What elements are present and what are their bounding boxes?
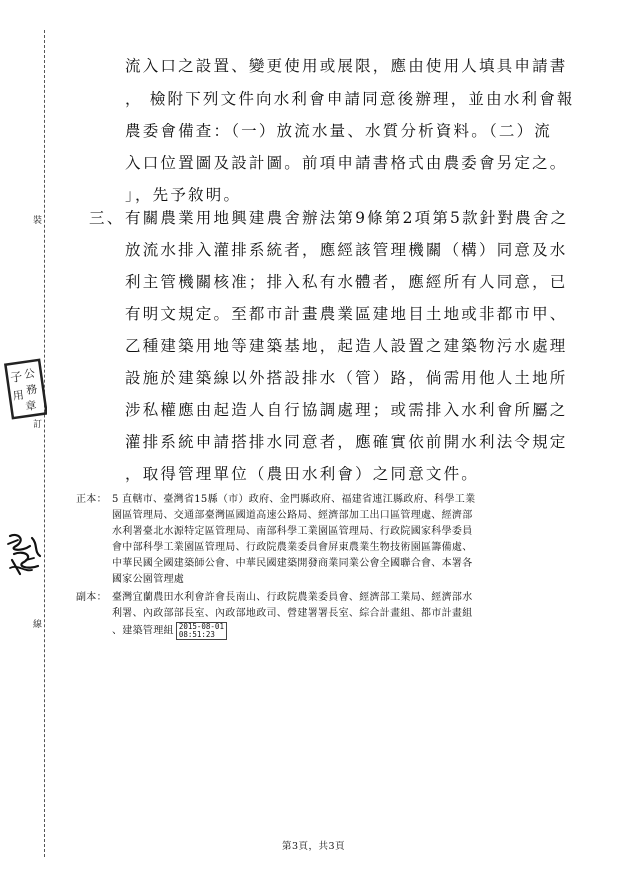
original-recipients-line: 園區管理局、交通部臺灣區國道高速公路局、經濟部加工出口區管理處、經濟部 [112,510,473,521]
body-line: 灌排系統申請搭排水同意者，應確實依前開水利法令規定 [125,433,568,451]
body-line: 有關農業用地興建農舍辦法第9條第2項第5款針對農舍之 [125,209,569,227]
svg-text:子: 子 [9,369,24,386]
original-recipients-line: 水利署臺北水源特定區管理局、南部科學工業園區管理局、行政院國家科學委員 [112,526,473,537]
electronic-timestamp [176,622,227,640]
body-line: ，取得管理單位（農田水利會）之同意文件。 [125,465,480,483]
body-line: 農委會備查：（一）放流水量、水質分析資料。（二）流 [125,122,553,140]
copy-recipients-line: 臺灣宜蘭農田水利會許會長南山、行政院農業委員會、經濟部工業局、經濟部水 [112,592,473,603]
body-line: ， 檢附下列文件向水利會申請同意後辦理，並由水利會報 [125,90,575,108]
svg-text:務: 務 [25,382,39,397]
body-line: 利主管機關核准；排入私有水體者，應經所有人同意，已 [125,273,568,291]
svg-text:公: 公 [23,366,36,382]
original-recipients-line: 中華民國全國建築師公會、中華民國建築開發商業同業公會全國聯合會、本署各 [112,558,473,569]
page-number-footer: 第3頁，共3頁 [281,841,346,852]
handwritten-signature [4,530,44,576]
original-recipients-label: 正本： [76,494,107,505]
body-line: 設施於建築線以外搭設排水（管）路，倘需用他人土地所 [125,369,568,387]
copy-recipients-line-text: 、建築管理組 [112,625,174,637]
body-line: 流入口之設置、變更使用或展限，應由使用人填具申請書 [125,57,568,75]
original-recipients-line: 國家公園管理處 [112,574,185,585]
body-line: 涉私權應由起造人自行協調處理；或需排入水利會所屬之 [125,401,568,419]
original-recipients-line: 會中部科學工業園區管理局、行政院農業委員會屏東農業生物技術園區籌備處、 [112,542,473,553]
body-line: 放流水排入灌排系統者，應經該管理機關（構）同意及水 [125,241,568,259]
copy-recipients-line: 利署、內政部部長室、內政部地政司、營建署署長室、綜合計畫組、都市計畫組 [112,608,473,619]
body-line: 」，先予敘明。 [125,186,242,204]
body-line: 乙種建築用地等建築基地，起造人設置之建築物污水處理 [125,337,568,355]
binding-mark-xian: 線 [33,620,43,630]
copy-recipients-line [112,622,227,640]
svg-text:章: 章 [24,398,38,414]
svg-text:用: 用 [11,388,25,403]
original-recipients-line: 5 直轄市、臺灣省15縣（市）政府、金門縣政府、福建省連江縣政府、科學工業 [112,494,476,505]
body-line: 入口位置圖及設計圖。前項申請書格式由農委會另定之。 [125,154,568,172]
timestamp-time: 08:51:23 [178,630,215,639]
copy-recipients-label: 副本： [76,592,107,603]
official-seal-stamp [3,358,47,420]
binding-mark-zhuang: 裝 [33,216,43,226]
timestamp-date: 2015-08-01 [178,622,224,631]
binding-line [44,30,45,857]
binding-mark-ding: 訂 [33,420,43,430]
body-line: 有明文規定。至都市計畫農業區建地目土地或非都市甲、 [125,305,568,323]
item-number: 三、 [89,209,125,227]
